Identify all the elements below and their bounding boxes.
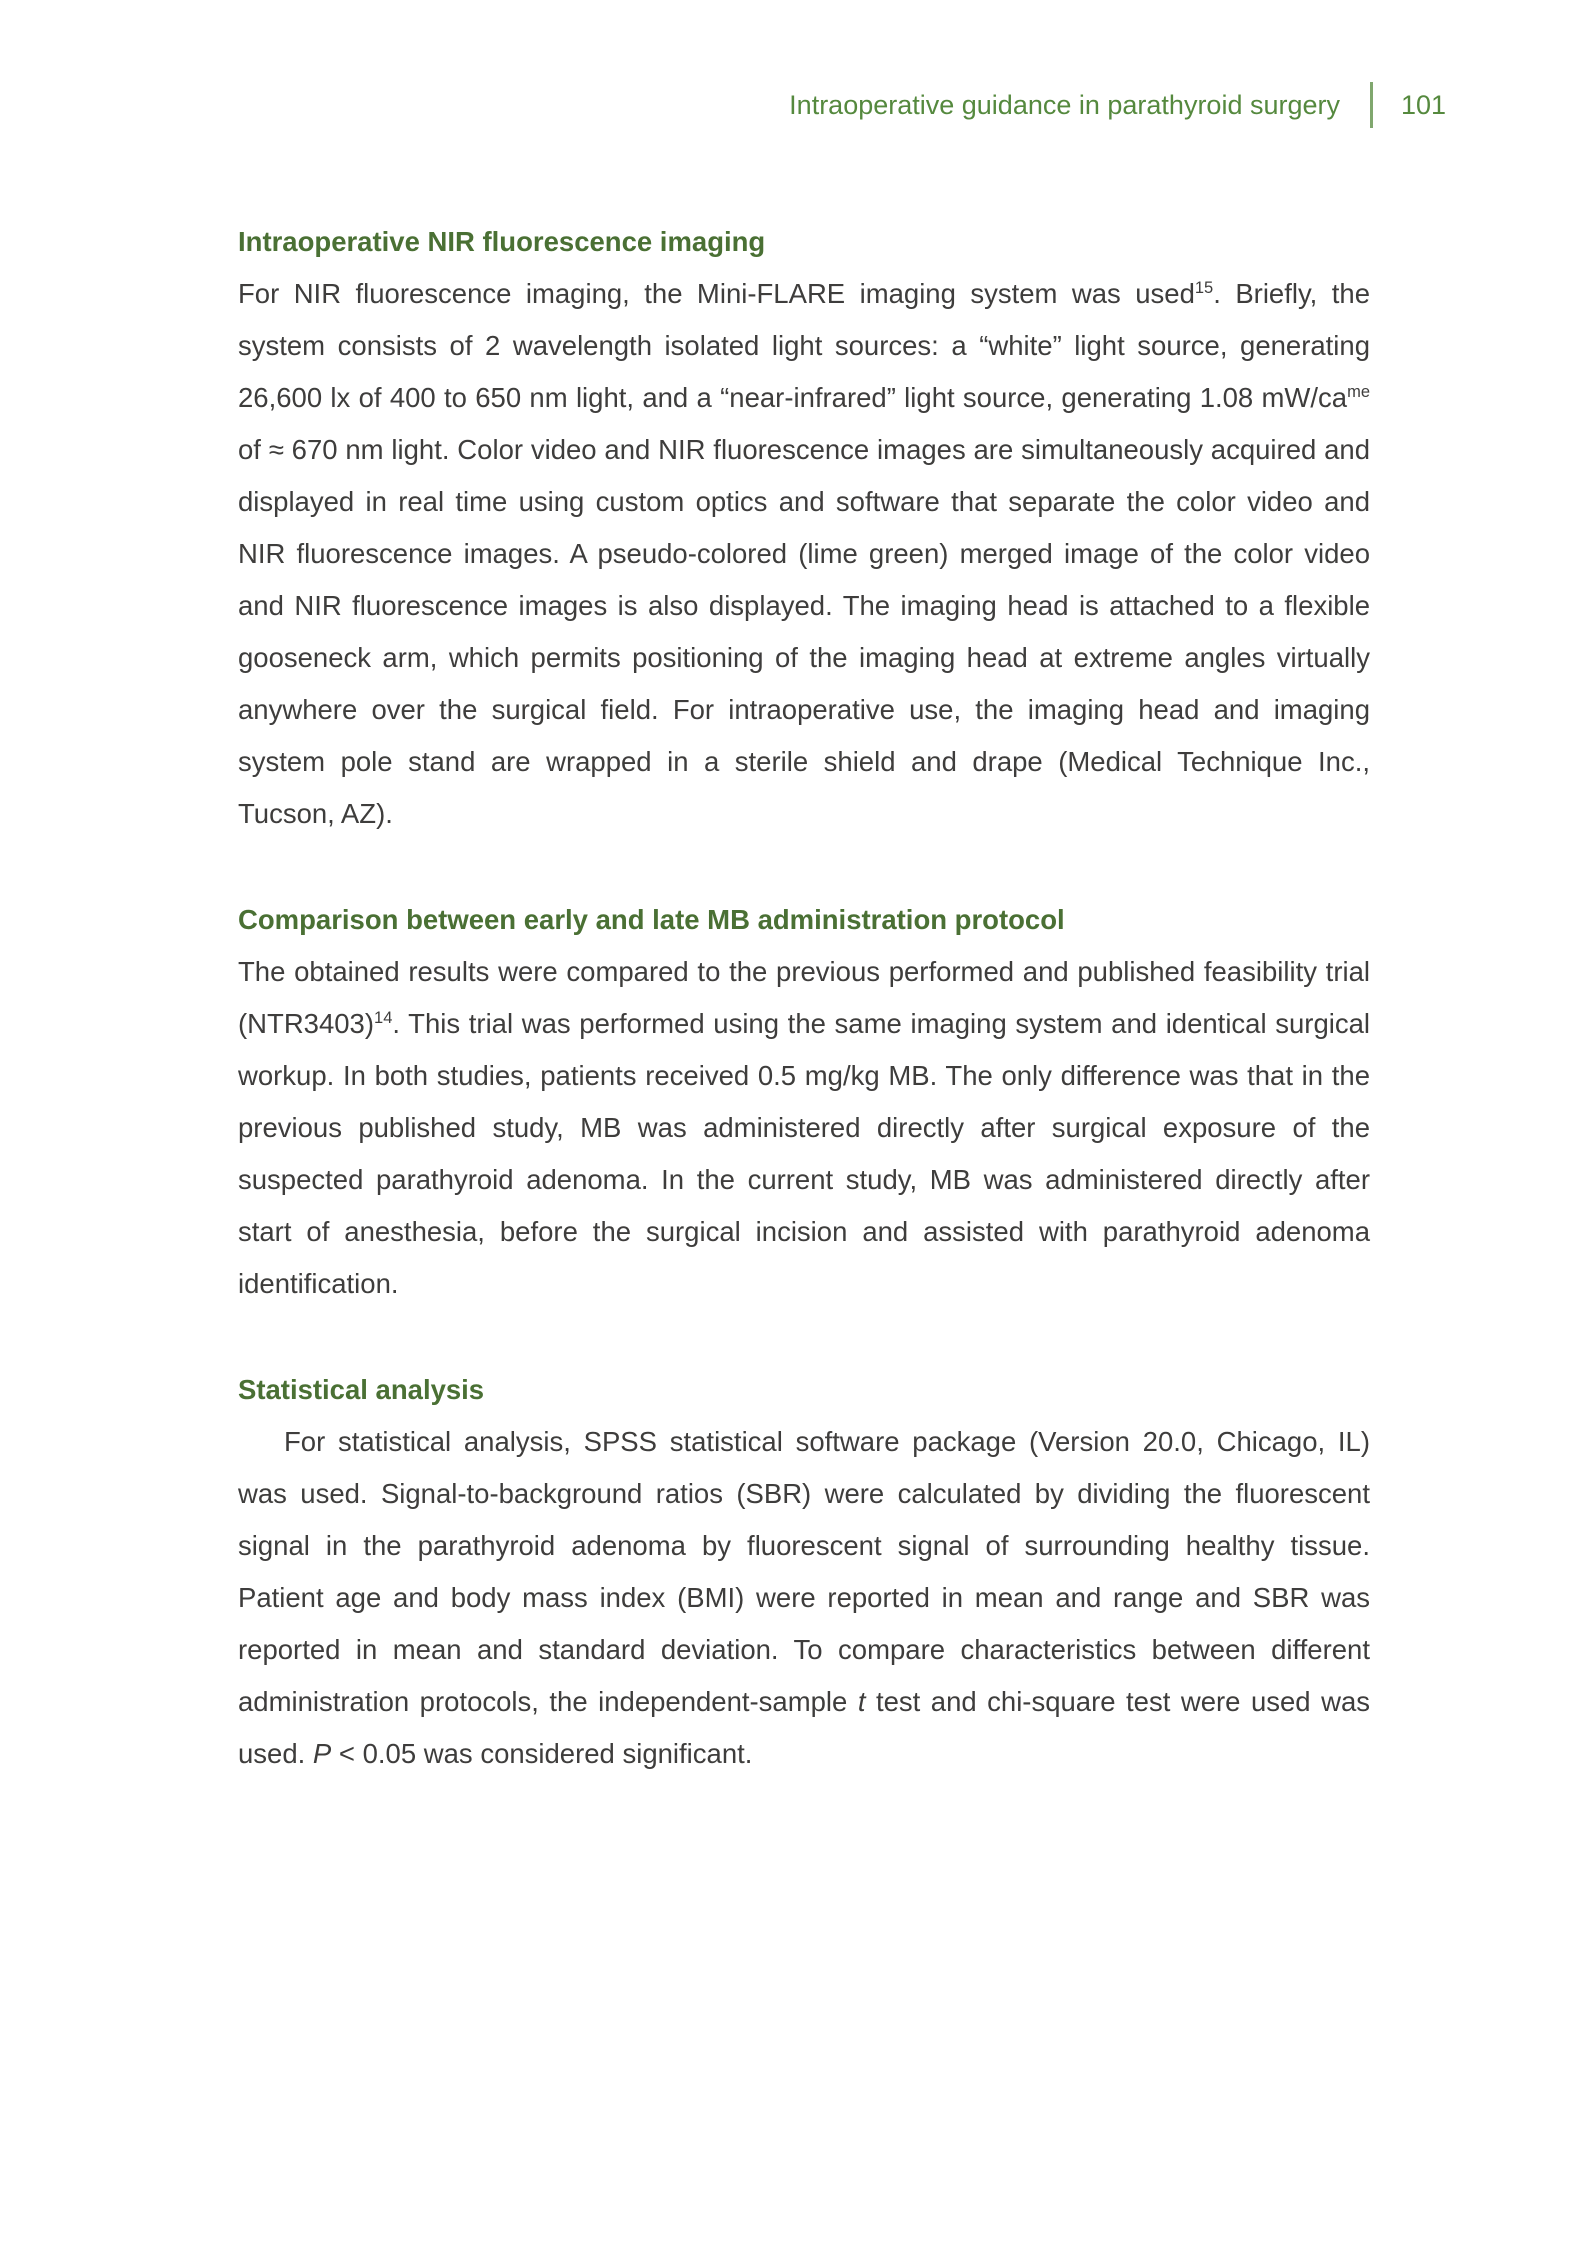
italic-variable: P bbox=[312, 1738, 332, 1769]
section-heading: Comparison between early and late MB administration protocol bbox=[238, 904, 1065, 935]
text-run: . This trial was performed using the same imaging system and identical surgical workup. In both studies, patients received 0.5 mg/kg MB. The only difference was that in the previous published study, MB was administered directly after surgical exposure of the suspected parathyroid adenoma. In the current study, MB was administered directly after start of anesthesia, before the surgical incision and assisted with parathyroid adenoma identification. bbox=[238, 1008, 1370, 1299]
header-divider bbox=[1370, 82, 1373, 128]
section-heading: Statistical analysis bbox=[238, 1374, 485, 1405]
paragraph bbox=[238, 1416, 1370, 1780]
citation-superscript: 14 bbox=[374, 1008, 393, 1027]
section-mb-protocol-comparison bbox=[238, 894, 1370, 1310]
section-statistical-analysis bbox=[238, 1364, 1370, 1780]
section-nir-fluorescence-imaging bbox=[238, 216, 1370, 840]
text-run: of ≈ 670 nm light. Color video and NIR fluorescence images are simultaneously acquired and displayed in real time using custom optics and software that separate the color video and NIR fluorescence images. A pseudo-colored (lime green) merged image of the color video and NIR fluorescence images is also displayed. The imaging head is attached to a flexible gooseneck arm, which permits positioning of the imaging head at extreme angles virtually anywhere over the surgical field. For intraoperative use, the imaging head and imaging system pole stand are wrapped in a sterile shield and drape (Medical Technique Inc., Tucson, AZ). bbox=[238, 434, 1370, 829]
paragraph bbox=[238, 268, 1370, 840]
citation-superscript: 15 bbox=[1194, 278, 1214, 297]
page-content bbox=[238, 216, 1370, 1780]
running-title: Intraoperative guidance in parathyroid surgery bbox=[789, 89, 1340, 120]
paragraph bbox=[238, 946, 1370, 1310]
section-heading: Intraoperative NIR fluorescence imaging bbox=[238, 226, 766, 257]
text-run: For statistical analysis, SPSS statistical software package (Version 20.0, Chicago, IL) was used. Signal-to-background ratios (SBR) were calculated by dividing the fluorescent signal in the parathyroid adenoma by fluorescent signal of surrounding healthy tissue. Patient age and body mass index (BMI) were reported in mean and range and SBR was reported in mean and standard deviation. To compare characteristics between different administration protocols, the independent-sample bbox=[238, 1426, 1370, 1717]
text-run: test and chi-square test were used was used. bbox=[238, 1686, 1370, 1769]
italic-variable: t bbox=[857, 1686, 866, 1717]
running-header bbox=[789, 82, 1457, 128]
text-run: For NIR fluorescence imaging, the Mini-FLARE imaging system was used bbox=[238, 278, 1195, 309]
unit-superscript: me bbox=[1347, 382, 1370, 401]
text-run: < 0.05 was considered significant. bbox=[331, 1738, 753, 1769]
text-run: . Briefly, the system consists of 2 wavelength isolated light sources: a “white” light source, generating 26,600 lx of 400 to 650 nm light, and a “near-infrared” light source, generating 1.08 mW/ca bbox=[238, 278, 1370, 413]
page-number: 101 bbox=[1401, 89, 1447, 120]
text-run: The obtained results were compared to the previous performed and published feasibility trial (NTR3403) bbox=[238, 956, 1370, 1039]
